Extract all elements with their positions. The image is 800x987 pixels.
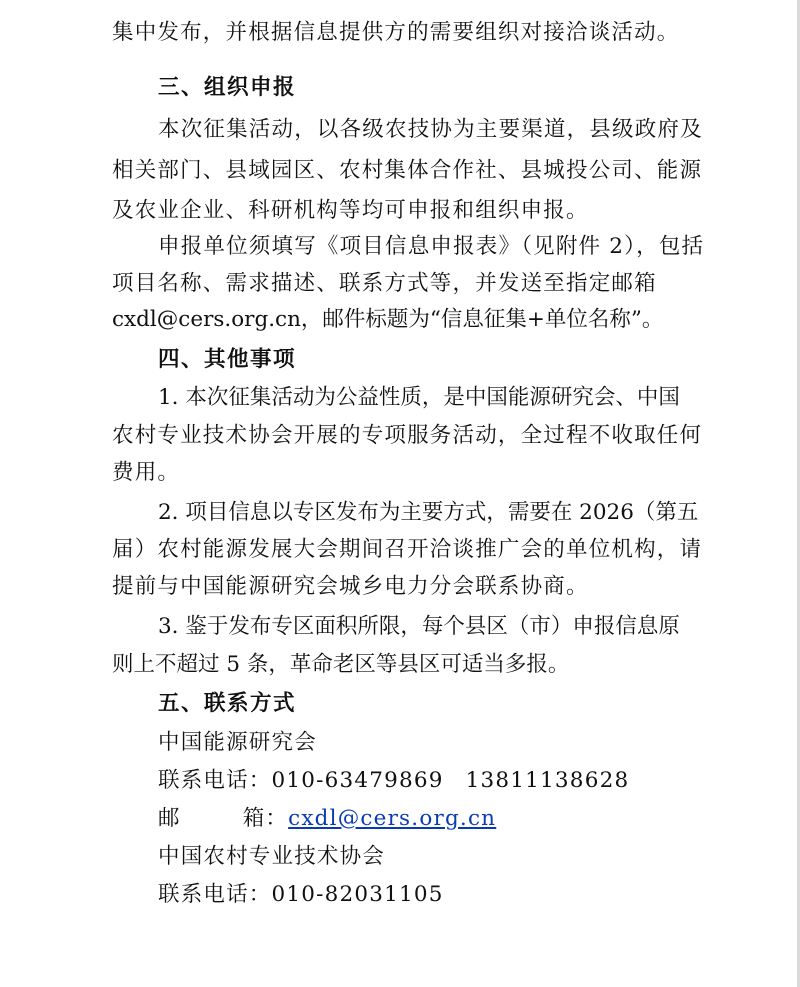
contact-email-row (158, 804, 496, 834)
paragraph-line: cxdl@cers.org.cn，邮件标题为“信息征集+单位名称”。 (112, 307, 664, 332)
contact-org-1: 中国能源研究会 (158, 730, 317, 755)
email-label: 邮 (158, 806, 181, 831)
paragraph-line: 则上不超过 5 条，革命老区等县区可适当多报。 (112, 652, 570, 677)
paragraph-line: 集中发布，并根据信息提供方的需要组织对接洽谈活动。 (112, 20, 680, 45)
paragraph-line: 及农业企业、科研机构等均可申报和组织申报。 (112, 198, 589, 223)
section-heading-4: 四、其他事项 (158, 347, 297, 372)
phone-label: 联系电话： (158, 882, 272, 907)
paragraph-line: 提前与中国能源研究会城乡电力分会联系协商。 (112, 574, 589, 599)
paragraph-line: 相关部门、县域园区、农村集体合作社、县城投公司、能源 (112, 158, 703, 183)
paragraph-line: 项目名称、需求描述、联系方式等，并发送至指定邮箱 (112, 271, 657, 296)
contact-phone-1 (158, 766, 629, 796)
email-link[interactable]: cxdl@cers.org.cn (288, 806, 497, 831)
paragraph-line: 费用。 (112, 460, 181, 485)
paragraph-line: 申报单位须填写《项目信息申报表》（见附件 2），包括 (158, 234, 705, 259)
paragraph-line: 1. 本次征集活动为公益性质，是中国能源研究会、中国 (158, 385, 680, 410)
section-heading-5: 五、联系方式 (158, 691, 297, 716)
phone-number-2: 13811138628 (465, 768, 630, 793)
paragraph-line: 3. 鉴于发布专区面积所限，每个县区（市）申报信息原 (158, 614, 680, 639)
paragraph-line: 2. 项目信息以专区发布为主要方式，需要在 2026（第五 (158, 500, 699, 525)
paragraph-line: 届）农村能源发展大会期间召开洽谈推广会的单位机构，请 (112, 537, 703, 562)
email-label-suffix: 箱： (242, 806, 289, 831)
section-heading-3: 三、组织申报 (158, 75, 297, 100)
paragraph-line: 农村专业技术协会开展的专项服务活动，全过程不收取任何 (112, 423, 703, 448)
phone-number-1: 010-63479869 (271, 768, 444, 793)
phone-label: 联系电话： (158, 768, 272, 793)
contact-phone-2 (158, 880, 444, 910)
paragraph-line: 本次征集活动，以各级农技协为主要渠道，县级政府及 (158, 117, 703, 142)
contact-org-2: 中国农村专业技术协会 (158, 844, 386, 869)
phone-number-3: 010-82031105 (271, 882, 444, 907)
